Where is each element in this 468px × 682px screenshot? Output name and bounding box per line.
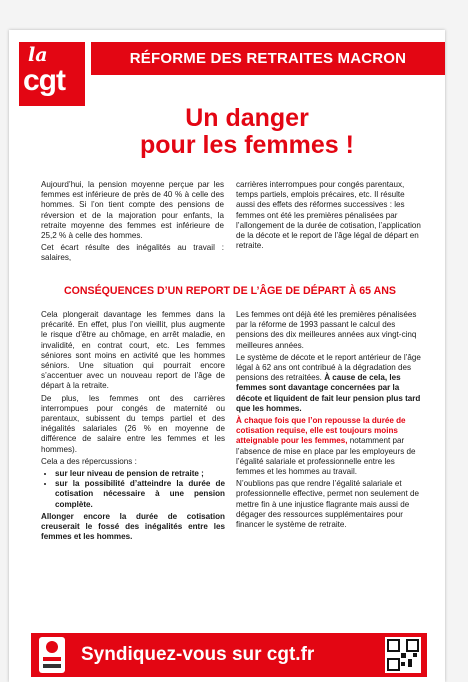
conclusion-paragraph: Allonger encore la durée de cotisation creuserait le fossé des inégalités entre les femmes et les hommes. [41,511,225,542]
logo-la-text: la [28,44,48,66]
intro-column-left [41,180,224,266]
headline-line-2: pour les femmes ! [140,131,354,159]
headline-line-1: Un danger [185,104,309,132]
logo-cgt-text: cgt [23,64,65,97]
header-banner [91,42,445,75]
section-heading: CONSÉQUENCES D’UN REPORT DE L’ÂGE DE DÉPART À 65 ANS [64,285,396,297]
body-paragraph [236,416,424,477]
body-emphasis: À cause de cela, les femmes sont davantage concernées par la décote et liquident de fait leur pension plus tard que les hommes. [236,373,421,413]
body-paragraph: Cela a des répercussions : [41,456,137,466]
qr-code-icon[interactable] [385,637,421,673]
body-paragraph [236,353,424,414]
body-column-right [236,310,424,532]
body-paragraph: De plus, les femmes ont des carrières interrompues pour congés de maternité ou parentaux, subissent du temps partiel et des inégalités salariales (26 % en moyenne de différence de salaire entre les femmes et les hommes). [41,393,225,454]
leaflet-page [9,30,445,682]
intro-paragraph: Cet écart résulte des inégalités au travail : salaires, [41,243,224,263]
intro-column-right [236,180,423,253]
body-highlight: À chaque fois que l’on repousse la durée de cotisation requise, elle est toujours moins atteignable pour les femmes, [236,416,406,446]
list-item: • sur la possibilité d’atteindre la durée de cotisation nécessaire à une pension complète. [55,479,225,510]
body-paragraph: N’oublions pas que rendre l’égalité salariale et professionnelle effective, permet non seulement de mettre fin à une injustice flagrante mais aussi de dégager des ressources supplémentaires pour financer le système de retraite. [236,479,419,530]
intro-paragraph: carrières interrompues pour congés parentaux, temps partiels, emplois précaires, etc. Il résulte aussi des effets des réformes successives : les femmes ont été les premières pénalisées par l’allongement de la durée de cotisation, l’application de la décote et le report de l’âge légal de départ en retraite. [236,180,421,251]
headline [89,105,405,159]
header-title: RÉFORME DES RETRAITES MACRON [129,50,407,67]
body-paragraph: Les femmes ont déjà été les premières pénalisées par la réforme de 1993 passant le calcul des pensions des dix meilleures années aux vingt-cinq meilleures années. [236,310,417,350]
intro-paragraph: Aujourd’hui, la pension moyenne perçue par les femmes est inférieure de près de 40 % à celle des hommes. Si l’on tient compte des pensions de réversion et de la majoration pour enfants, la retraite moyenne des femmes est inférieure de 25,2 % à celle des hommes. [41,180,224,241]
body-column-left [41,310,225,544]
repercussions-list [41,469,225,510]
footer-cta[interactable]: Syndiquez-vous sur cgt.fr [81,644,315,665]
body-text: notamment par l’absence de mise en place par les employeurs de l’égalité salariale et professionnelle entre les femmes et les hommes au travail. [236,436,416,477]
body-paragraph: Cela plongerait davantage les femmes dans la précarité. En effet, plus l’on vieillit, plus augmente le risque d’être au chômage, en arrêt maladie, en invalidité, en contrat court, etc. Les femmes séniores sont moins en activité que les hommes séniors. Une situation qui pourrait encore s’accentuer avec un nouveau report de l’âge de départ à la retraite. [41,310,225,391]
cgt-logo [19,42,85,106]
body-text: Le système de décote et le report antérieur de l’âge légal à 62 ans ont contribué à la dégradation des pensions des retraitées. [236,352,421,383]
footer-banner [31,633,427,677]
union-badge-icon [39,637,65,673]
list-item: • sur leur niveau de pension de retraite ; [55,469,225,479]
